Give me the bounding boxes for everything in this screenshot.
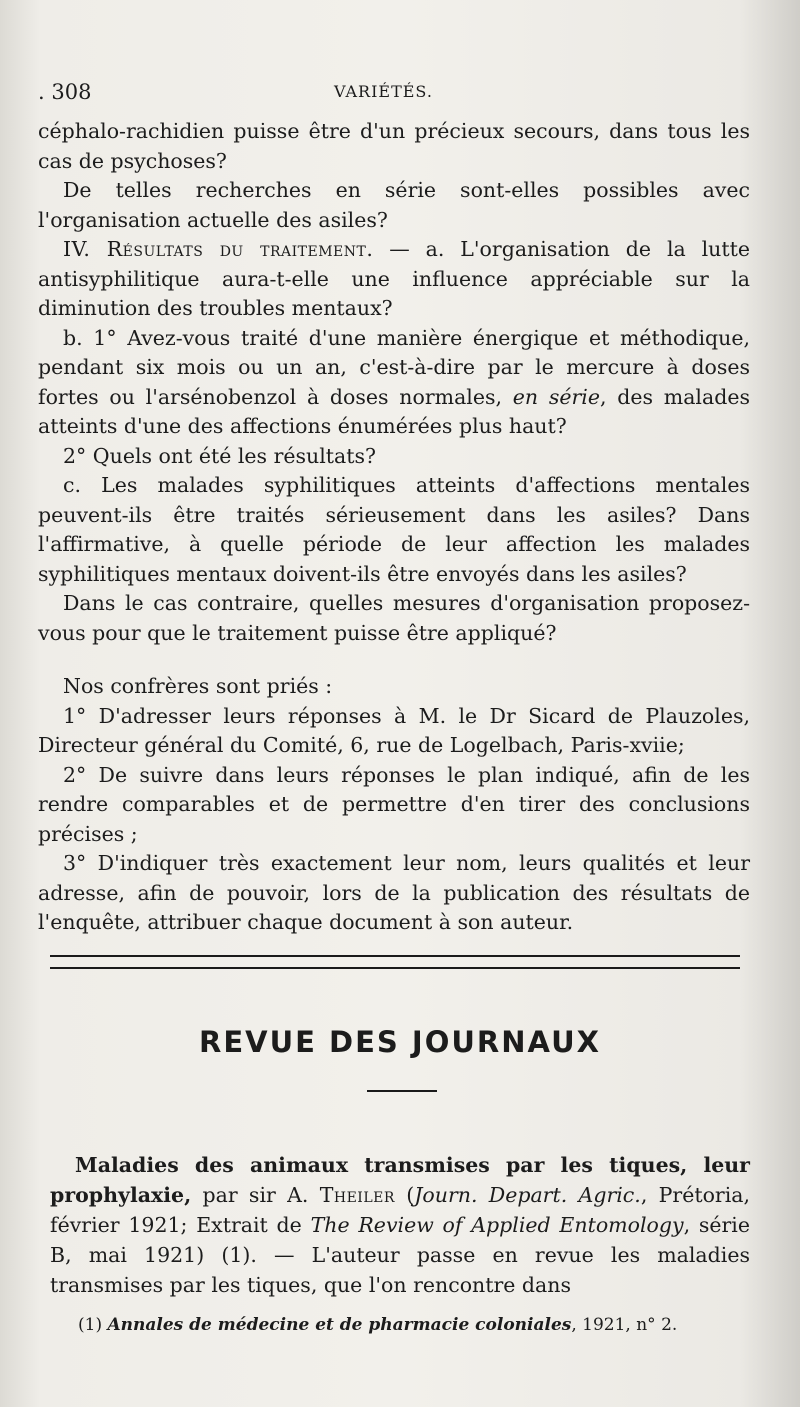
paragraph: céphalo-rachidien puisse être d'un précieux secours, dans tous les cas de psychoses? — [38, 119, 750, 173]
journal-review — [50, 1150, 750, 1300]
body-text — [38, 117, 750, 938]
review-author: Theiler — [319, 1183, 395, 1207]
review-text: , série B, mai 1921) (1). — L'auteur passe en revue les maladies transmises par les tiques, que l'on rencontre dans — [50, 1213, 750, 1297]
paragraph: Dans le cas contraire, quelles mesures d'organisation proposez-vous pour que le traitement puisse être appliqué? — [38, 591, 750, 645]
short-rule-divider — [367, 1090, 437, 1092]
footnote-title: Annales de médecine et de pharmacie coloniales — [107, 1315, 572, 1335]
section-title: REVUE DES JOURNAUX — [199, 1025, 601, 1059]
spacer — [38, 648, 750, 672]
footnote — [78, 1313, 758, 1337]
paragraph: 1° D'adresser leurs réponses à M. le Dr Sicard de Plauzoles, Directeur général du Comité, 6, rue de Logelbach, Paris-xviie; — [38, 703, 750, 757]
paragraph — [38, 235, 750, 324]
review-source: The Review of Applied Entomology — [310, 1213, 684, 1237]
review-journal: Journ. Depart. Agric. — [414, 1183, 641, 1207]
review-text: par sir A. — [191, 1183, 320, 1207]
review-paragraph — [50, 1150, 750, 1300]
footnote-marker: (1) — [78, 1315, 108, 1335]
review-title: Maladies des animaux transmises par les tiques, leur prophylaxie, — [50, 1153, 750, 1207]
paragraph-text: — a. L'organisation de la lutte antisyphilitique aura-t-elle une influence appréciable sur la diminution des troubles mentaux? — [38, 237, 750, 320]
emphasis: en série — [512, 384, 600, 409]
page-number: . 308 — [38, 80, 92, 104]
review-text: ( — [394, 1183, 415, 1207]
paragraph-text: b. 1° Avez-vous traité d'une manière énergique et méthodique, pendant six mois ou un an, c'est-à-dire par le mercure à doses fortes ou l'arsénobenzol à doses normales, — [38, 325, 750, 409]
paragraph: 2° Quels ont été les résultats? — [63, 443, 377, 468]
running-head-title: VARIÉTÉS. — [334, 82, 433, 101]
paragraph — [38, 324, 750, 442]
paragraph: c. Les malades syphilitiques atteints d'affections mentales peuvent-ils être traités sérieusement dans les asiles? Dans l'affirmative, à quelle période de leur affection les malades syphilitiques mentaux doivent-ils être envoyés dans les asiles? — [38, 473, 750, 586]
paragraph-text: , des malades atteints d'une des affections énumérées plus haut? — [38, 384, 750, 438]
running-head — [38, 80, 750, 110]
footnote-text: , 1921, n° 2. — [571, 1315, 678, 1335]
review-text: , Prétoria, février 1921; Extrait de — [50, 1183, 751, 1237]
paragraph: 3° D'indiquer très exactement leur nom, leurs qualités et leur adresse, afin de pouvoir, lors de la publication des résultats de l'enquête, attribuer chaque document à son auteur. — [38, 851, 750, 934]
paragraph: Nos confrères sont priés : — [63, 674, 333, 698]
double-rule-divider — [50, 955, 740, 969]
section-label: IV. Résultats du traitement. — [63, 237, 374, 261]
paragraph: De telles recherches en série sont-elles possibles avec l'organisation actuelle des asiles? — [38, 178, 750, 232]
paragraph: 2° De suivre dans leurs réponses le plan indiqué, afin de les rendre comparables et de permettre d'en tirer des conclusions précises ; — [38, 762, 750, 846]
